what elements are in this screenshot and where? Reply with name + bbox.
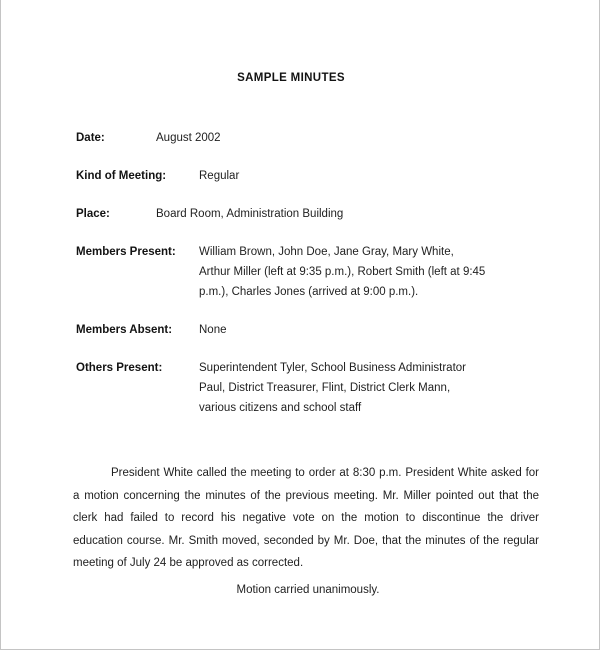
field-value-place (156, 204, 546, 224)
field-value-line: p.m.), Charles Jones (arrived at 9:00 p.m.). (199, 286, 419, 298)
field-value-line: Superintendent Tyler, School Business Administrator (199, 362, 466, 374)
page-title: SAMPLE MINUTES (237, 72, 345, 84)
field-label-date: Date: (76, 132, 105, 144)
field-label-others-present: Others Present: (76, 362, 163, 374)
field-label-place: Place: (76, 208, 110, 220)
field-row-others-present (76, 358, 546, 418)
field-row-members-absent (76, 320, 546, 340)
field-value-line: August 2002 (156, 132, 221, 144)
field-value-line: William Brown, John Doe, Jane Gray, Mary White, (199, 246, 454, 258)
field-value-kind-of-meeting (199, 166, 546, 186)
field-row-kind-of-meeting (76, 166, 546, 186)
field-value-line: Paul, District Treasurer, Flint, District Clerk Mann, (199, 382, 451, 394)
field-label-members-present: Members Present: (76, 246, 176, 258)
field-value-line: Arthur Miller (left at 9:35 p.m.), Robert Smith (left at 9:45 (199, 266, 486, 278)
field-value-members-present (199, 242, 546, 302)
field-value-line: None (199, 324, 227, 336)
field-value-line: Regular (199, 170, 240, 182)
field-value-line: various citizens and school staff (199, 402, 362, 414)
field-label-kind-of-meeting: Kind of Meeting: (76, 170, 167, 182)
field-value-line: Board Room, Administration Building (156, 208, 344, 220)
field-row-date (76, 128, 546, 148)
closing-statement-text: Motion carried unanimously. (236, 584, 380, 596)
field-value-members-absent (199, 320, 546, 340)
field-label-members-absent: Members Absent: (76, 324, 173, 336)
field-value-others-present (199, 358, 546, 418)
body-paragraph: President White called the meeting to order at 8:30 p.m. President White asked for a motion concerning the minutes of the previous meeting. Mr. Miller pointed out that the clerk had failed to record his negative vote on the motion to discontinue the driver education course. Mr. Smith moved, seconded by Mr. Doe, that the minutes of the regular meeting of July 24 be approved as corrected. (73, 467, 539, 569)
closing-statement (1, 580, 600, 600)
field-row-members-present (76, 242, 546, 302)
field-value-date (156, 128, 546, 148)
field-row-place (76, 204, 546, 224)
minutes-field-list (76, 128, 546, 436)
